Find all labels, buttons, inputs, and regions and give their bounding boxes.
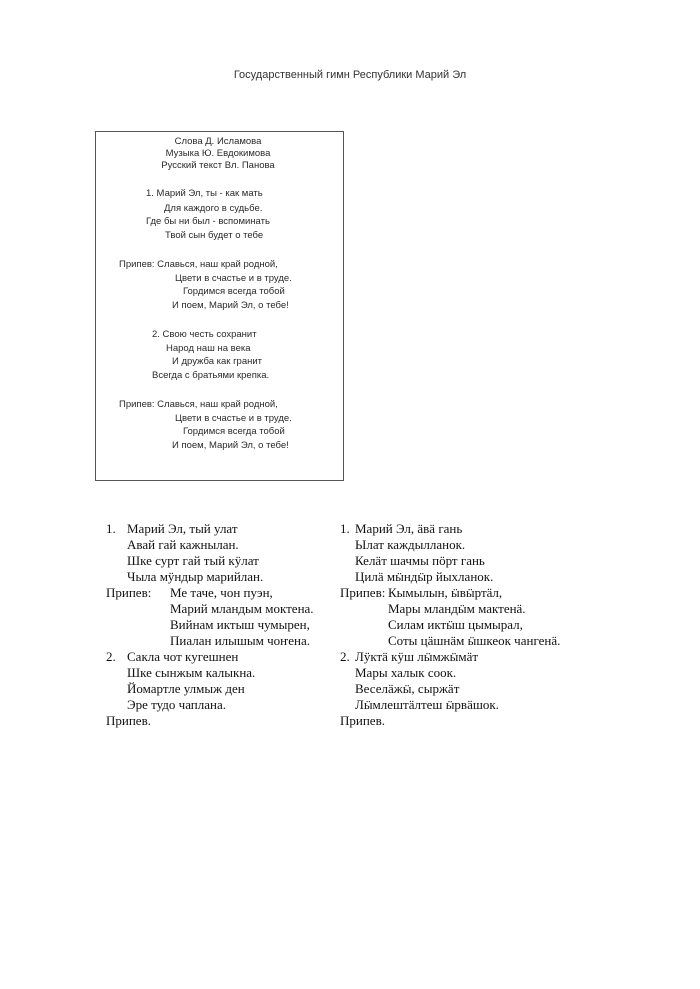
left-verse2-line: Шке сынжым калыкна. [127,665,256,680]
right-verse2-number: 2. [340,649,350,664]
ru-chorus1-line: Припев: Славься, наш край родной, [119,259,278,270]
right-verse1-line: Ылат каждылланок. [355,537,466,552]
ru-verse1-line: Где бы ни был - вспоминать [146,216,270,227]
ru-chorus2-line: Припев: Славься, наш край родной, [119,399,278,410]
right-end-chorus: Припев. [340,713,385,728]
ru-verse2-line: И дружба как гранит [172,356,263,367]
right-verse1-line: Марий Эл, ӓвӓ гань [355,521,463,536]
ru-chorus1-line: Гордимся всегда тобой [183,286,285,297]
left-chorus-line: Ме таче, чон пуэн, [170,585,273,600]
ru-verse2-line: 2. Свою честь сохранит [152,329,257,340]
left-verse1-number: 1. [106,521,116,536]
ru-verse1-line: Для каждого в судьбе. [164,203,263,214]
ru-verse1-line: Твой сын будет о тебе [165,230,264,241]
left-verse1-line: Марий Эл, тый улат [127,521,238,536]
right-verse1-line: Келӓт шачмы пӧрт гань [355,553,485,568]
credit-line: Музыка Ю. Евдокимова [165,148,271,159]
right-verse1-number: 1. [340,521,350,536]
left-end-chorus: Припев. [106,713,151,728]
left-chorus-line: Вийнам иктыш чумырен, [170,617,310,632]
left-verse2-line: Сакла чот кугешнен [127,649,239,664]
right-verse2-line: Лӹмлештӓлтеш ӹрвӓшок. [355,697,499,712]
ru-verse2-line: Народ наш на века [166,343,251,354]
left-verse1-line: Шке сурт гай тый кӱлат [127,553,259,568]
left-chorus-line: Пиалан илышым чоҥена. [170,633,310,648]
ru-chorus2-line: Гордимся всегда тобой [183,426,285,437]
ru-chorus2-line: Цвети в счастье и в труде. [175,413,292,424]
right-chorus-line: Мары мландӹм мактенӓ. [388,601,526,616]
right-verse2-line: Мары халык соок. [355,665,457,680]
left-verse1-line: Авай гай кажнылан. [127,537,239,552]
right-chorus-line: Силам иктӹш цымырал, [388,617,523,632]
right-verse2-line: Веселӓжӹ, сыржӓт [355,681,460,696]
ru-chorus1-line: Цвети в счастье и в труде. [175,273,292,284]
left-chorus-label: Припев: [106,585,152,600]
ru-verse1-line: 1. Марий Эл, ты - как мать [146,188,263,199]
right-chorus-label: Припев: [340,585,386,600]
right-verse2-line: Лӱктӓ кӱш лӹмжӹмӓт [355,649,479,664]
ru-chorus1-line: И поем, Марий Эл, о тебе! [172,300,289,311]
left-verse2-line: Йомартле улмыж ден [127,681,245,696]
left-verse2-number: 2. [106,649,116,664]
credit-line: Слова Д. Исламова [174,136,262,147]
credit-line: Русский текст Вл. Панова [161,160,275,171]
document-title: Государственный гимн Республики Марий Эл [233,69,467,81]
ru-verse2-line: Всегда с братьями крепка. [152,370,270,381]
left-chorus-line: Марий мландым моктена. [170,601,314,616]
ru-chorus2-line: И поем, Марий Эл, о тебе! [172,440,289,451]
left-verse1-line: Чыла мӱндыр марийлан. [127,569,264,584]
left-verse2-line: Эре тудо чаплана. [127,697,226,712]
right-chorus-line: Соты цӓшнӓм ӹшкеок чангенӓ. [388,633,561,648]
right-chorus-line: Кымылын, ӹвӹртӓл, [388,585,503,600]
right-verse1-line: Цилӓ мӹндӹр йыхланок. [355,569,494,584]
